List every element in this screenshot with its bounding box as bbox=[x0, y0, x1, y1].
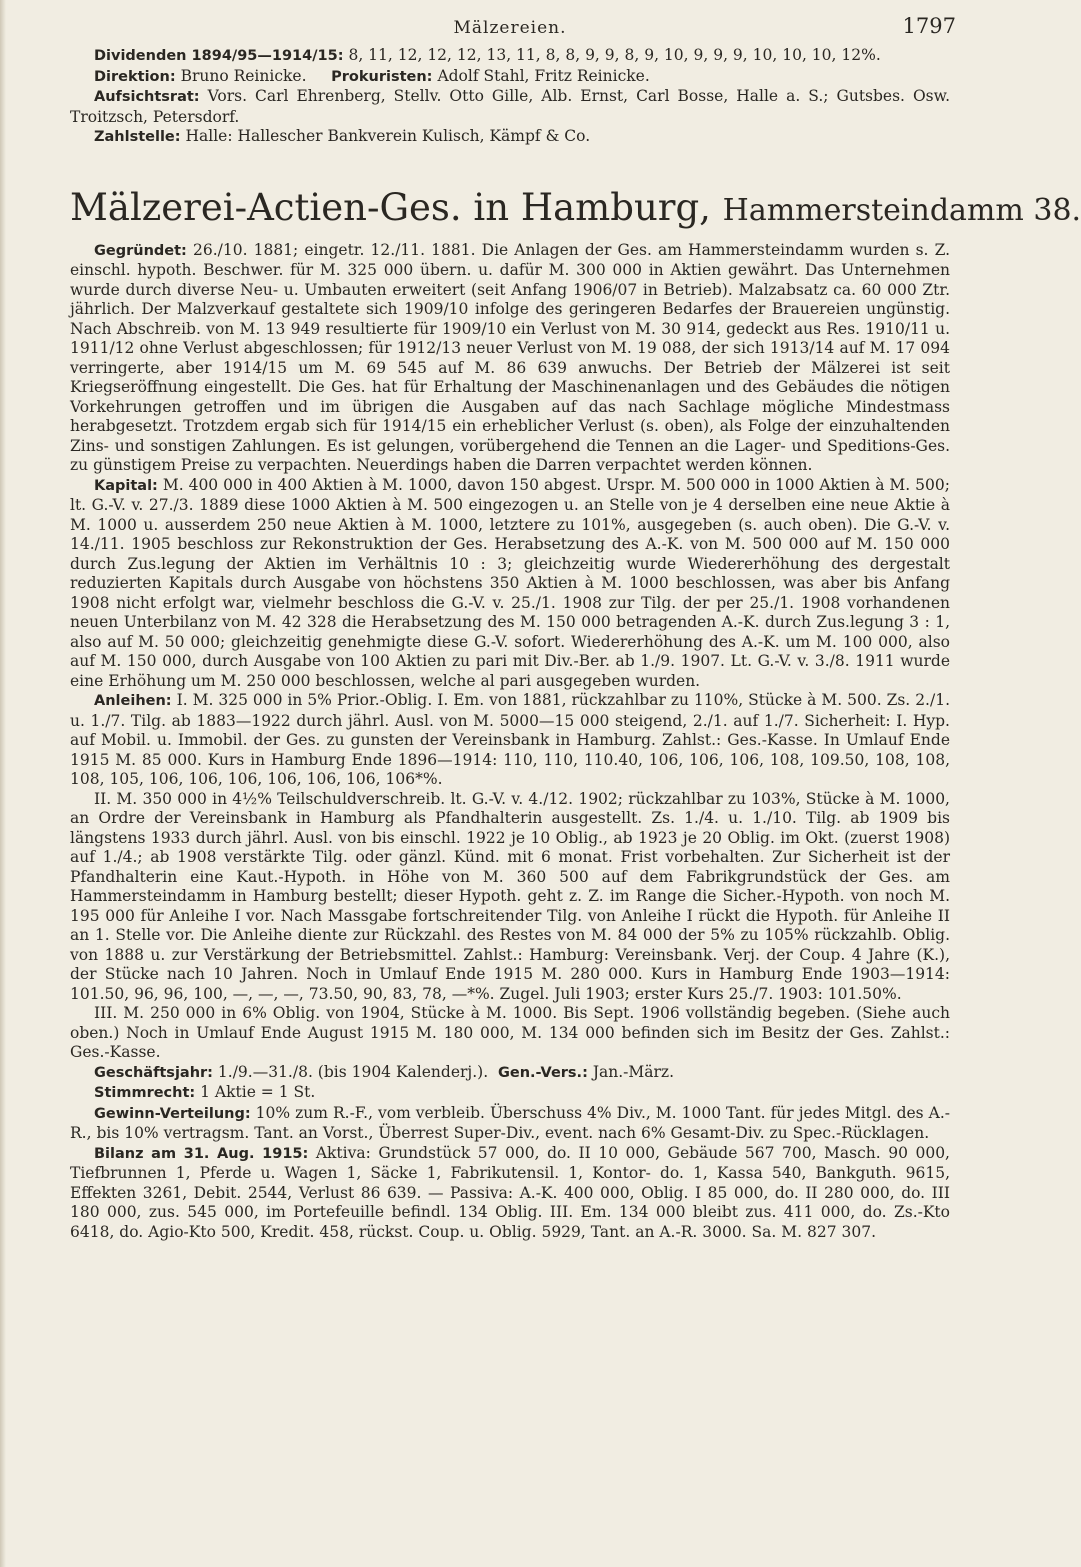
aufsichtsrat-label: Aufsichtsrat: bbox=[94, 89, 200, 105]
anleihen-text-2: II. M. 350 000 in 4½% Teilschuldverschreib. lt. G.-V. v. 4./12. 1902; rückzahlbar zu 103%, Stücke à M. 1000, an Ordre der Vereinsbank in Hamburg als Pfandhalterin ausgestellt. Zs. 1./4. u. 1./10. Tilg. ab 1909 bis längstens 1933 durch jährl. Ausl. von bis einschl. 1922 je 10 Oblig., ab 1923 je 20 Oblig. im Okt. (zuerst 1908) auf 1./4.; ab 1908 verstärkte Tilg. oder gänzl. Künd. mit 6 monat. Frist vorbehalten. Zur Sicherheit ist der Pfandhalterin eine Kaut.-Hypoth. in Höhe von M. 360 500 auf dem Fabrikgrundstück der Ges. am Hammersteindamm in Hamburg bestellt; dieser Hypoth. geht z. Z. im Range die Sicher.-Hypoth. von noch M. 195 000 für Anleihe I vor. Nach Massgabe fortschreitender Tilg. von Anleihe I rückt die Hypoth. für Anleihe II an 1. Stelle vor. Die Anleihe diente zur Rückzahl. des Restes von M. 84 000 der 5% zu 105% rückzahlb. Oblig. von 1888 u. zur Verstärkung der Betriebsmittel. Zahlst.: Hamburg: Vereinsbank. Verj. der Coup. 4 Jahre (K.), der Stücke nach 10 Jahren. Noch in Umlauf Ende 1915 M. 280 000. Kurs in Hamburg Ende 1903—1914: 101.50, 96, 96, 100, —, —, —, 73.50, 90, 83, 78, —*%. Zugel. Juli 1903; erster Kurs 25./7. 1903: 101.50%. bbox=[70, 789, 950, 1003]
zahlstelle-text: Halle: Hallescher Bankverein Kulisch, Kämpf & Co. bbox=[185, 127, 591, 145]
dividenden-paragraph bbox=[70, 46, 950, 67]
stimmrecht-text: 1 Aktie = 1 St. bbox=[200, 1083, 316, 1101]
genvers-label: Gen.-Vers.: bbox=[497, 1064, 588, 1081]
geschaeftsjahr-paragraph bbox=[70, 1063, 950, 1084]
page-number: 1797 bbox=[902, 14, 956, 38]
aufsichtsrat-paragraph bbox=[70, 87, 950, 127]
anleihen-paragraph-1 bbox=[70, 691, 950, 790]
kapital-paragraph bbox=[70, 476, 950, 692]
bilanz-paragraph bbox=[70, 1144, 950, 1243]
anleihen-label: Anleihen: bbox=[94, 693, 172, 709]
previous-entry-tail bbox=[70, 46, 950, 148]
geschaeftsjahr-text: 1./9.—31./8. (bis 1904 Kalenderj.). bbox=[217, 1062, 489, 1081]
dividenden-text: 8, 11, 12, 12, 12, 13, 11, 8, 8, 9, 9, 8, 9, 10, 9, 9, 9, 10, 10, 10, 12%. bbox=[348, 46, 881, 64]
company-entry bbox=[70, 241, 950, 1243]
aufsichtsrat-text: Vors. Carl Ehrenberg, Stellv. Otto Gille, Alb. Ernst, Carl Bosse, Halle a. S.; Gutsbes. Osw. Troitzsch, Petersdorf. bbox=[70, 87, 950, 126]
anleihen-text-3: III. M. 250 000 in 6% Oblig. von 1904, Stücke à M. 1000. Bis Sept. 1906 vollständig begeben. (Siehe auch oben.) Noch in Umlauf Ende August 1915 M. 180 000, M. 134 000 befinden sich im Besitz der Ges. Zahlst.: Ges.-Kasse. bbox=[70, 1004, 950, 1061]
prokuristen-text: Adolf Stahl, Fritz Reinicke. bbox=[437, 66, 650, 85]
gewinn-paragraph bbox=[70, 1104, 950, 1144]
zahlstelle-paragraph bbox=[70, 127, 950, 148]
direktion-text: Bruno Reinicke. bbox=[180, 66, 307, 85]
company-name: Mälzerei-Actien-Ges. in Hamburg, bbox=[70, 185, 711, 229]
anleihen-text-1: I. M. 325 000 in 5% Prior.-Oblig. I. Em. von 1881, rückzahlbar zu 110%, Stücke à M. 500. Zs. 2./1. u. 1./7. Tilg. ab 1883—1922 durch jährl. Ausl. von M. 5000—15 000 steigend, 2./1. auf 1./7. Sicherheit: I. Hyp. auf Mobil. u. Immobil. der Ges. zu gunsten der Vereinsbank in Hamburg. Zahlst.: Ges.-Kasse. In Umlauf Ende 1915 M. 85 000. Kurs in Hamburg Ende 1896—1914: 110, 110, 110.40, 106, 106, 106, 108, 109.50, 108, 108, 108, 105, 106, 106, 106, 106, 106, 106, 106*%. bbox=[70, 691, 950, 788]
direktion-paragraph bbox=[70, 67, 950, 88]
stimmrecht-paragraph bbox=[70, 1083, 950, 1104]
bilanz-text: Aktiva: Grundstück 57 000, do. II 10 000, Gebäude 567 700, Masch. 90 000, Tiefbrunnen 1, Pferde u. Wagen 1, Säcke 1, Fabrikutensil. 1, Kontor- do. 1, Kassa 540, Bankguth. 9615, Effekten 3261, Debit. 2544, Verlust 86 639. — Passiva: A.-K. 400 000, Oblig. I 85 000, do. II 280 000, do. III 180 000, zus. 545 000, im Portefeuille befindl. 134 Oblig. III. Em. 134 000 bleibt zus. 411 000, do. Zs.-Kto 6418, do. Agio-Kto 500, Kredit. 458, rückst. Coup. u. Oblig. 5929, Tant. an A.-R. 3000. Sa. M. 827 307. bbox=[70, 1143, 950, 1241]
kapital-text: M. 400 000 in 400 Aktien à M. 1000, davon 150 abgest. Urspr. M. 500 000 in 1000 Aktien à M. 500; lt. G.-V. v. 27./3. 1889 diese 1000 Aktien à M. 500 eingezogen u. an Stelle von je 4 derselben eine neue Aktie à M. 1000 u. ausserdem 250 neue Aktien à M. 1000, letztere zu 101%, ausgegeben (s. auch oben). Die G.-V. v. 14./11. 1905 beschloss zur Rekonstruktion der Ges. Herabsetzung des A.-K. von M. 500 000 auf M. 150 000 durch Zus.legung der Aktien im Verhältnis 10 : 3; gleichzeitig wurde Wiedererhöhung des dergestalt reduzierten Kapitals durch Ausgabe von höchstens 350 Aktien à M. 1000 beschlossen, was aber bis Anfang 1908 nicht erfolgt war, vielmehr beschloss die G.-V. v. 25./1. 1908 zur Tilg. der per 25./1. 1908 vorhandenen neuen Unterbilanz von M. 42 328 die Herabsetzung des M. 150 000 betragenden A.-K. durch Zus.legung 3 : 1, also auf M. 50 000; gleichzeitig genehmigte diese G.-V. sofort. Wiedererhöhung des A.-K. um M. 100 000, also auf M. 150 000, durch Ausgabe von 100 Aktien zu pari mit Div.-Ber. ab 1./9. 1907. Lt. G.-V. v. 3./8. 1911 wurde eine Erhöhung um M. 250 000 beschlossen, welche al pari ausgegeben wurden. bbox=[70, 475, 950, 690]
anleihen-paragraph-3 bbox=[70, 1004, 950, 1063]
genvers-text: Jan.-März. bbox=[592, 1062, 675, 1081]
stimmrecht-label: Stimmrecht: bbox=[94, 1085, 196, 1101]
bilanz-label: Bilanz am 31. Aug. 1915: bbox=[94, 1145, 309, 1162]
direktion-label: Direktion: bbox=[94, 68, 176, 85]
paper-edge bbox=[0, 0, 6, 1567]
anleihen-paragraph-2 bbox=[70, 790, 950, 1005]
running-head bbox=[70, 14, 956, 46]
company-address: Hammersteindamm 38. bbox=[722, 192, 1081, 228]
gegruendet-text: 26./10. 1881; eingetr. 12./11. 1881. Die Anlagen der Ges. am Hammersteindamm wurden s. Z. einschl. hypoth. Beschwer. für M. 325 000 übern. u. dafür M. 300 000 in Aktien gewährt. Das Unternehmen wurde durch diverse Neu- u. Umbauten erweitert (seit Anfang 1906/07 in Betrieb). Malzabsatz ca. 60 000 Ztr. jährlich. Der Malzverkauf gestaltete sich 1909/10 infolge des geringeren Bedarfes der Brauereien ungünstig. Nach Abschreib. von M. 13 949 resultierte für 1909/10 ein Verlust von M. 30 914, gedeckt aus Res. 1910/11 u. 1911/12 ohne Verlust abgeschlossen; für 1912/13 neuer Verlust von M. 19 088, der sich 1913/14 auf M. 17 094 verringerte, aber 1914/15 um M. 69 545 auf M. 86 639 anwuchs. Der Betrieb der Mälzerei ist seit Kriegseröffnung eingestellt. Die Ges. hat für Erhaltung der Maschinenanlagen und des Gebäudes die nötigen Vorkehrungen getroffen und im übrigen die Ausgaben auf das nach Sachlage mögliche Mindestmass herabgesetzt. Trotzdem ergab sich für 1914/15 ein erheblicher Verlust (s. oben), als Folge der einzuhaltenden Zins- und sonstigen Zahlungen. Es ist gelungen, vorübergehend die Tennen an die Lager- und Speditions-Ges. zu günstigem Preise zu verpachten. Neuerdings haben die Darren verpachtet werden können. bbox=[70, 240, 950, 474]
gewinn-label: Gewinn-Verteilung: bbox=[94, 1105, 251, 1122]
geschaeftsjahr-label: Geschäftsjahr: bbox=[94, 1064, 213, 1081]
zahlstelle-label: Zahlstelle: bbox=[94, 129, 181, 145]
company-heading bbox=[70, 185, 1081, 233]
gewinn-text: 10% zum R.-F., vom verbleib. Überschuss 4% Div., M. 1000 Tant. für jedes Mitgl. des A.-R., bis 10% vertragsm. Tant. an Vorst., Überrest Super-Div., event. nach 6% Gesamt-Div. zu Spec.-Rücklagen. bbox=[70, 1103, 950, 1142]
dividenden-label: Dividenden 1894/95—1914/15: bbox=[94, 48, 344, 64]
prokuristen-label: Prokuristen: bbox=[331, 68, 433, 85]
running-head-title: Mälzereien. bbox=[453, 18, 567, 38]
gegruendet-label: Gegründet: bbox=[94, 242, 187, 259]
kapital-label: Kapital: bbox=[94, 477, 158, 494]
gegruendet-paragraph bbox=[70, 241, 950, 476]
page bbox=[70, 14, 1081, 1242]
